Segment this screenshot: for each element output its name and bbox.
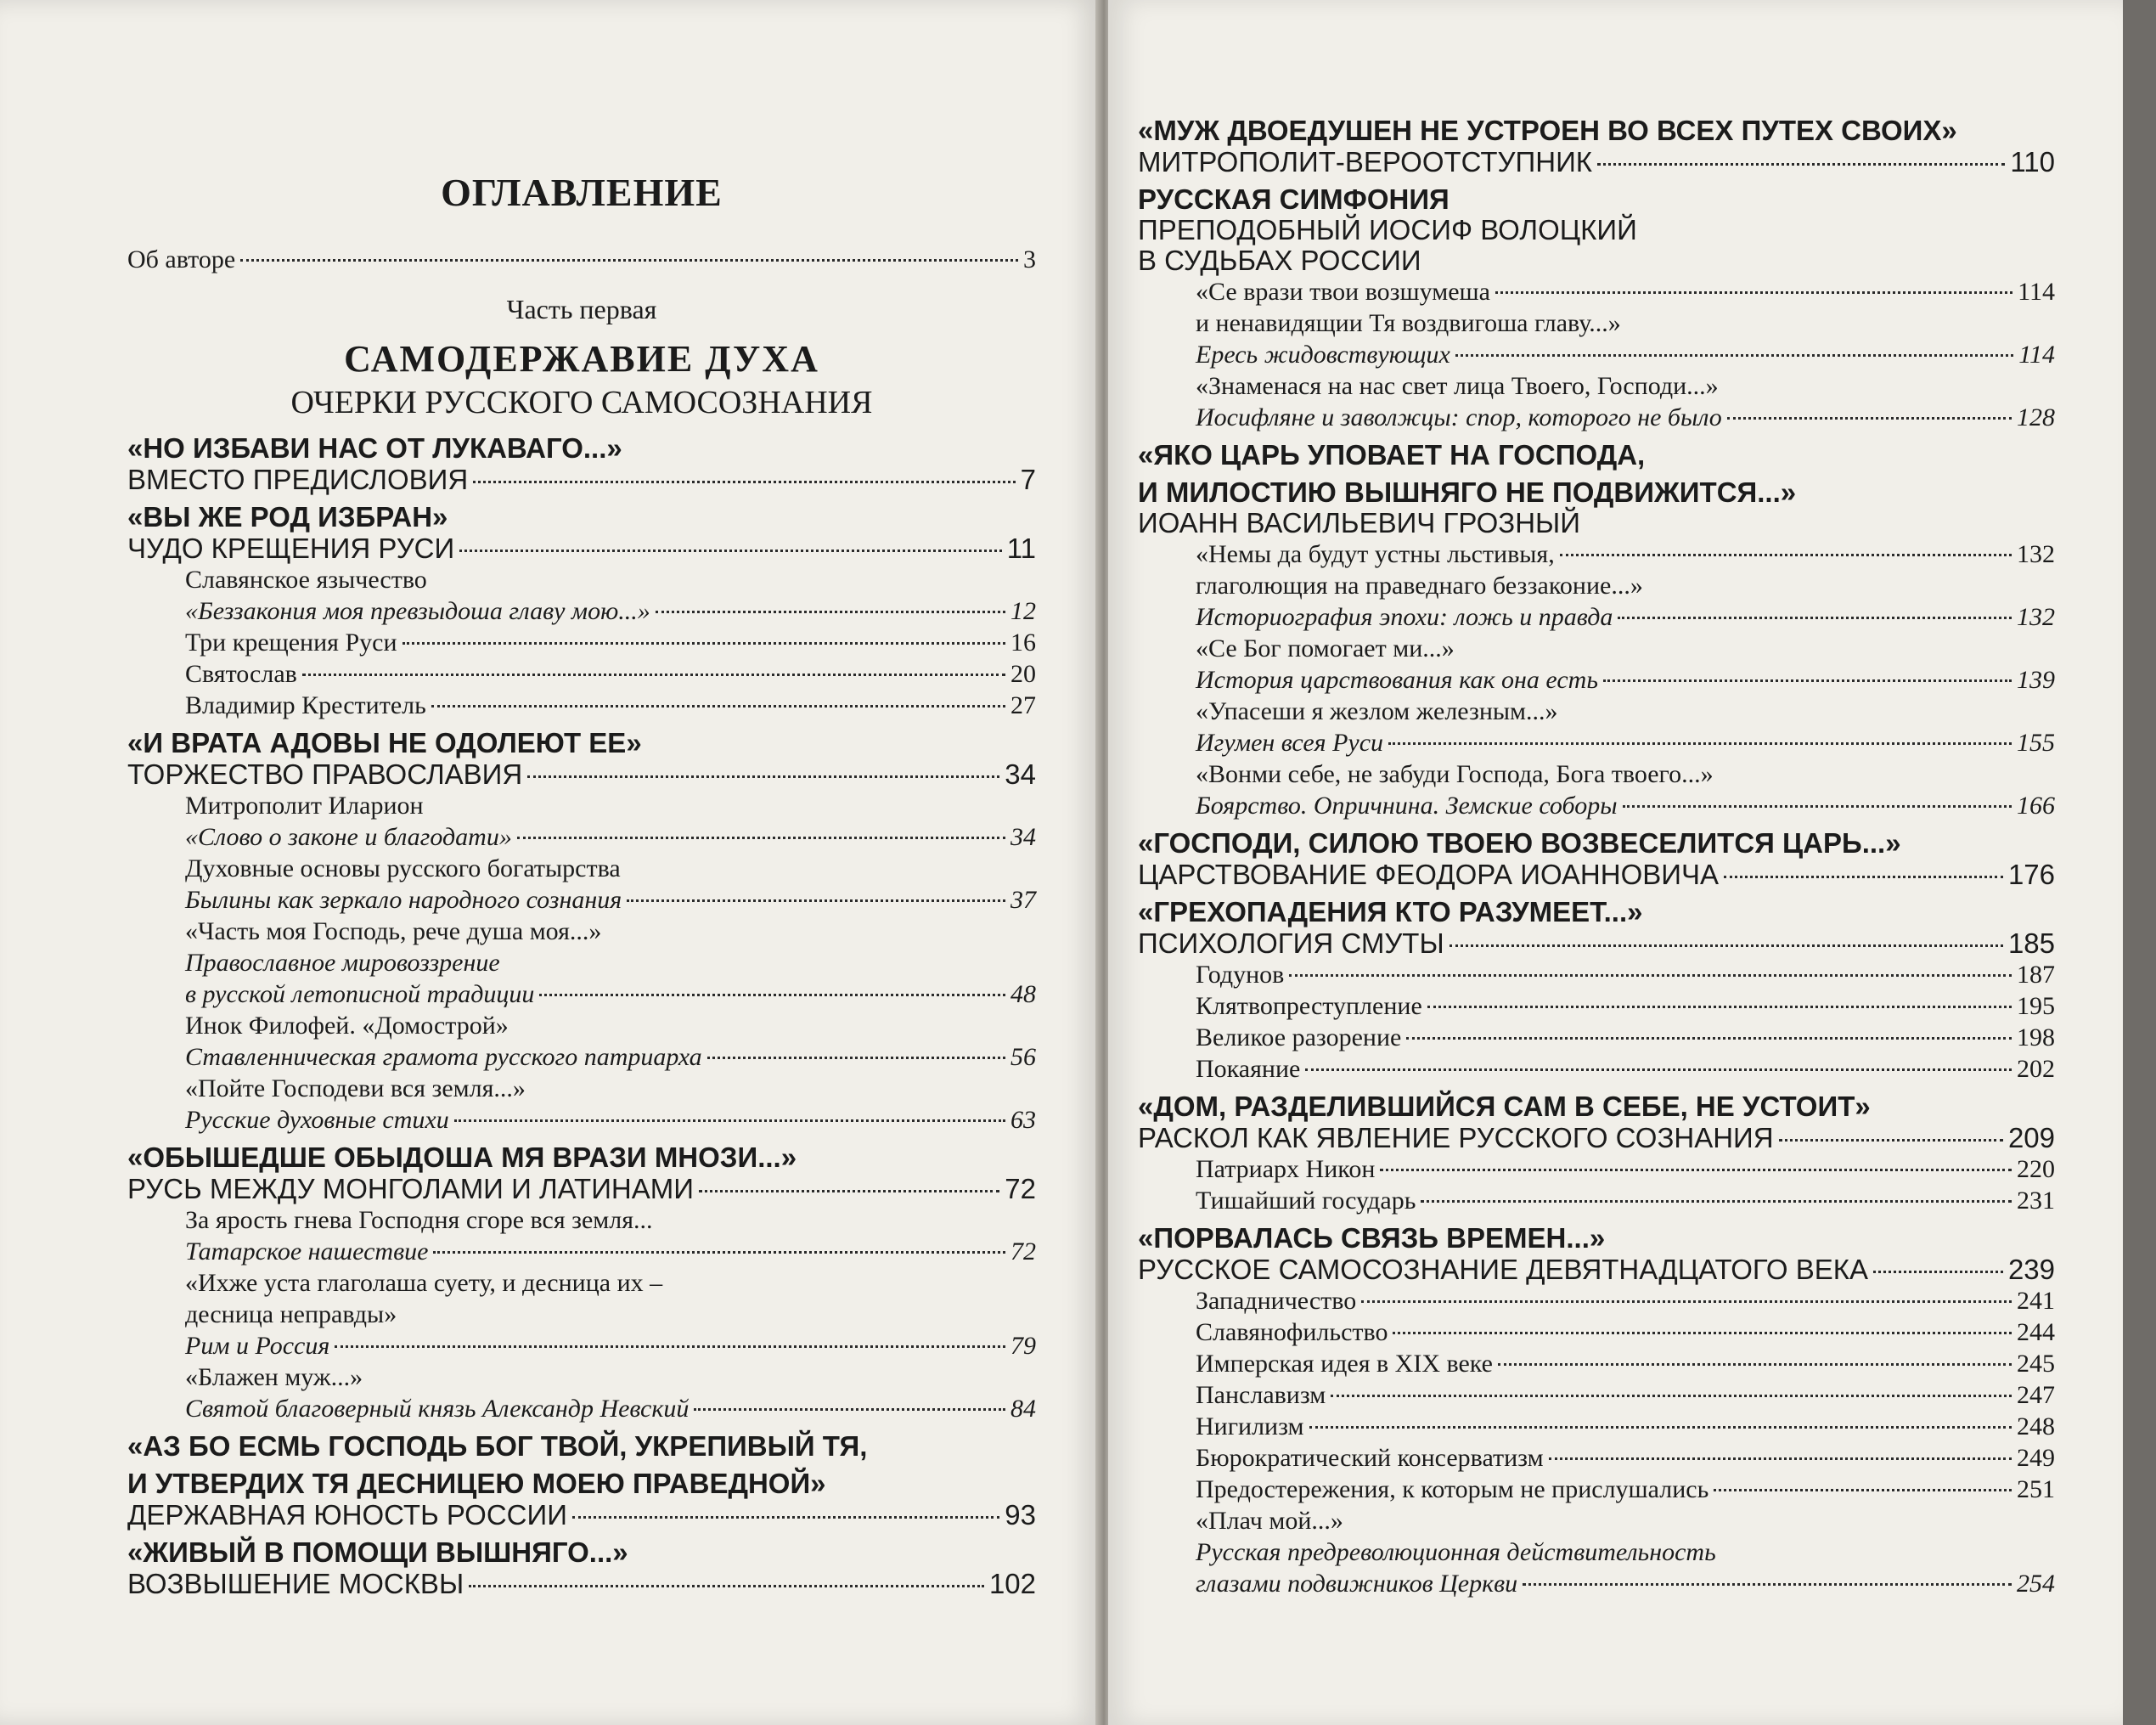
toc-subtitle-line: За ярость гнева Господня сгоре вся земля... — [185, 1206, 653, 1234]
entry-text: Тишайший государь — [1196, 1187, 1416, 1215]
leader-dots — [1309, 1426, 2012, 1429]
leader-dots — [517, 837, 1005, 839]
toc-subtitle-line: глаголющия на праведнаго беззаконие...» — [1196, 572, 1643, 600]
leader-dots — [1331, 1395, 2012, 1397]
entry-page: 114 — [2018, 278, 2055, 306]
background-edge — [2123, 0, 2156, 1725]
entry-page: 3 — [1023, 245, 1036, 273]
toc-heading: «МУЖ ДВОЕДУШЕН НЕ УСТРОЕН ВО ВСЕХ ПУТЕХ СВОИХ» — [1138, 115, 1957, 146]
entry-page: 185 — [2007, 927, 2055, 959]
leader-dots — [1361, 1300, 2012, 1303]
entry-page: 251 — [2017, 1475, 2055, 1503]
toc-section-entry — [1138, 1122, 2055, 1153]
toc-entry — [1138, 1442, 2055, 1474]
toc-heading: «И ВРАТА АДОВЫ НЕ ОДОЛЕЮТ ЕЕ» — [127, 727, 642, 758]
leader-dots — [1549, 1457, 2012, 1460]
leader-dots — [1873, 1271, 2003, 1273]
leader-dots — [1727, 417, 2012, 420]
toc-entry — [1138, 1411, 2055, 1442]
entry-text: Панславизм — [1196, 1381, 1326, 1409]
entry-page: 48 — [1010, 980, 1036, 1008]
toc-subtitle-line: Православное мировоззрение — [185, 949, 500, 977]
toc-entry — [1138, 1053, 2055, 1085]
toc-section-title: В СУДЬБАХ РОССИИ — [1138, 245, 1421, 276]
entry-text: Предостережения, к которым не прислушались — [1196, 1475, 1709, 1503]
entry-page: 198 — [2017, 1023, 2055, 1051]
toc-subtitle-line: Русская предреволюционная действительность — [1196, 1538, 1716, 1566]
entry-page: 248 — [2017, 1412, 2055, 1440]
toc-entry — [127, 884, 1036, 916]
toc-entry — [1138, 276, 2055, 307]
toc-entry — [1138, 538, 2055, 570]
entry-text: Былины как зеркало народного сознания — [185, 886, 622, 914]
leader-dots — [1421, 1200, 2012, 1203]
entry-text: Боярство. Опричнина. Земские соборы — [1196, 792, 1618, 820]
leader-dots — [1455, 354, 2013, 357]
leader-dots — [1618, 617, 2012, 619]
toc-entry — [1138, 1348, 2055, 1379]
leader-dots — [1603, 679, 2012, 682]
toc-entry — [127, 978, 1036, 1010]
entry-page: 114 — [2018, 341, 2055, 369]
entry-page: 187 — [2017, 961, 2055, 989]
toc-subtitle-line: «Часть моя Господь, рече душа моя...» — [185, 917, 602, 945]
entry-page: 202 — [2017, 1055, 2055, 1083]
entry-page: 132 — [2017, 603, 2055, 631]
leader-dots — [1380, 1169, 2012, 1171]
entry-page: 139 — [2017, 666, 2055, 694]
entry-text: Ставленническая грамота русского патриарха — [185, 1043, 702, 1071]
entry-text: «Слово о законе и благодати» — [185, 823, 512, 851]
leader-dots — [627, 899, 1005, 902]
entry-text: История царствования как она есть — [1196, 666, 1598, 694]
toc-heading: «ГОСПОДИ, СИЛОЮ ТВОЕЮ ВОЗВЕСЕЛИТСЯ ЦАРЬ...» — [1138, 827, 1901, 859]
toc-heading: «ЖИВЫЙ В ПОМОЩИ ВЫШНЯГО...» — [127, 1536, 628, 1568]
entry-text: Клятвопреступление — [1196, 992, 1422, 1020]
entry-page: 166 — [2017, 792, 2055, 820]
toc-section-entry — [1138, 927, 2055, 959]
toc-heading: «НО ИЗБАВИ НАС ОТ ЛУКАВАГО...» — [127, 432, 622, 464]
toc-section-entry — [127, 758, 1036, 790]
entry-text: ПСИХОЛОГИЯ СМУТЫ — [1138, 927, 1444, 959]
toc-entry — [1138, 339, 2055, 370]
leader-dots — [1623, 805, 2012, 808]
entry-page: 247 — [2017, 1381, 2055, 1409]
toc-entry — [1138, 790, 2055, 821]
toc-entry — [1138, 1379, 2055, 1411]
entry-page: 34 — [1010, 823, 1036, 851]
toc-subtitle-line: «Знаменася на нас свет лица Твоего, Господи...» — [1196, 372, 1719, 400]
entry-text: Татарское нашествие — [185, 1237, 429, 1266]
leader-dots — [1523, 1583, 2012, 1586]
entry-text: Годунов — [1196, 961, 1285, 989]
entry-page: 79 — [1010, 1332, 1036, 1360]
entry-page: 56 — [1010, 1043, 1036, 1071]
entry-text: Патриарх Никон — [1196, 1155, 1376, 1183]
entry-text: Историография эпохи: ложь и правда — [1196, 603, 1613, 631]
entry-page: 128 — [2017, 403, 2055, 431]
toc-section-entry — [127, 1568, 1036, 1599]
toc-entry — [1138, 1568, 2055, 1599]
leader-dots — [1560, 554, 2012, 556]
entry-page: 7 — [1020, 464, 1036, 495]
entry-text: Игумен всея Руси — [1196, 729, 1384, 757]
entry-text: ЦАРСТВОВАНИЕ ФЕОДОРА ИОАННОВИЧА — [1138, 859, 1719, 890]
leader-dots — [1305, 1068, 2012, 1071]
entry-page: 93 — [1005, 1499, 1036, 1531]
leader-dots — [572, 1516, 999, 1519]
toc-subtitle-line: Славянское язычество — [185, 566, 427, 594]
entry-text: Об авторе — [127, 245, 236, 273]
entry-page: 220 — [2017, 1155, 2055, 1183]
toc-section-entry — [127, 1173, 1036, 1204]
right-toc-column — [1138, 109, 2055, 1599]
toc-section-entry — [1138, 1254, 2055, 1285]
entry-page: 102 — [988, 1568, 1036, 1599]
entry-text: «Немы да будут устны льстивыя, — [1196, 540, 1555, 568]
leader-dots — [1427, 1006, 2012, 1008]
entry-page: 231 — [2017, 1187, 2055, 1215]
leader-dots — [402, 642, 1005, 645]
entry-text: ДЕРЖАВНАЯ ЮНОСТЬ РОССИИ — [127, 1499, 567, 1531]
entry-page: 16 — [1010, 629, 1036, 657]
toc-heading: «ЯКО ЦАРЬ УПОВАЕТ НА ГОСПОДА, — [1138, 439, 1646, 471]
leader-dots — [1498, 1363, 2012, 1366]
toc-entry — [1138, 1153, 2055, 1185]
entry-text: Ересь жидовствующих — [1196, 341, 1450, 369]
leader-dots — [1597, 163, 2005, 166]
right-toc-list — [1138, 116, 2055, 1599]
toc-section-entry — [127, 464, 1036, 495]
entry-text: Нигилизм — [1196, 1412, 1304, 1440]
toc-subtitle-line: «Пойте Господеви вся земля...» — [185, 1074, 526, 1102]
entry-text: Три крещения Руси — [185, 629, 397, 657]
entry-page: 254 — [2017, 1570, 2055, 1598]
toc-heading: «ПОРВАЛАСЬ СВЯЗЬ ВРЕМЕН...» — [1138, 1222, 1606, 1254]
entry-text: «Беззакония моя превзыдоша главу мою...» — [185, 597, 650, 625]
entry-page: 132 — [2017, 540, 2055, 568]
part-label: Часть первая — [506, 294, 657, 324]
toc-entry — [1138, 990, 2055, 1022]
entry-page: 241 — [2017, 1287, 2055, 1315]
entry-page: 176 — [2007, 859, 2055, 890]
entry-text: ВМЕСТО ПРЕДИСЛОВИЯ — [127, 464, 469, 495]
leader-dots — [431, 705, 1005, 707]
toc-entry — [127, 1393, 1036, 1424]
leader-dots — [1450, 944, 2003, 947]
left-toc-column — [127, 161, 1036, 1599]
leader-dots — [433, 1251, 1005, 1254]
toc-title: ОГЛАВЛЕНИЕ — [441, 171, 723, 214]
toc-section-entry — [1138, 859, 2055, 890]
entry-page: 72 — [1010, 1237, 1036, 1266]
entry-text: глазами подвижников Церкви — [1196, 1570, 1518, 1598]
entry-text: Владимир Креститель — [185, 691, 426, 719]
toc-entry-about — [127, 244, 1036, 275]
entry-text: Святослав — [185, 660, 297, 688]
entry-page: 155 — [2017, 729, 2055, 757]
entry-page: 245 — [2017, 1350, 2055, 1378]
leader-dots — [1393, 1332, 2012, 1334]
toc-entry — [127, 627, 1036, 658]
leader-dots — [473, 481, 1015, 483]
toc-entry — [127, 1236, 1036, 1267]
part-title: САМОДЕРЖАВИЕ ДУХА — [344, 338, 819, 380]
toc-entry — [127, 821, 1036, 853]
leader-dots — [694, 1408, 1005, 1411]
entry-text: в русской летописной традиции — [185, 980, 535, 1008]
leader-dots — [1406, 1037, 2012, 1040]
entry-text: Великое разорение — [1196, 1023, 1402, 1051]
right-page — [1108, 0, 2123, 1725]
entry-page: 110 — [2010, 146, 2055, 178]
toc-section-title: ИОАНН ВАСИЛЬЕВИЧ ГРОЗНЫЙ — [1138, 507, 1580, 538]
toc-entry — [127, 1104, 1036, 1136]
toc-entry — [1138, 1316, 2055, 1348]
leader-dots — [1724, 876, 2003, 878]
entry-page: 34 — [1005, 758, 1036, 790]
leader-dots — [656, 611, 1005, 613]
entry-text: Рим и Россия — [185, 1332, 330, 1360]
toc-heading: РУССКАЯ СИМФОНИЯ — [1138, 183, 1450, 215]
toc-heading: «ОБЫШЕДШЕ ОБЫДОША МЯ ВРАЗИ МНОЗИ...» — [127, 1142, 797, 1173]
entry-page: 209 — [2007, 1122, 2055, 1153]
entry-text: Покаяние — [1196, 1055, 1301, 1083]
entry-text: Бюрократический консерватизм — [1196, 1444, 1544, 1472]
entry-page: 239 — [2007, 1254, 2055, 1285]
leader-dots — [454, 1119, 1005, 1122]
toc-entry — [1138, 1285, 2055, 1316]
leader-dots — [335, 1345, 1005, 1348]
entry-text: Западничество — [1196, 1287, 1357, 1315]
toc-subtitle-line: «Вонми себе, не забуди Господа, Бога твоего...» — [1196, 760, 1714, 788]
toc-subtitle-line: «Се Бог помогает ми...» — [1196, 634, 1455, 662]
leader-dots — [1714, 1489, 2012, 1491]
part-subtitle: ОЧЕРКИ РУССКОГО САМОСОЗНАНИЯ — [290, 385, 873, 420]
leader-dots — [539, 994, 1005, 996]
toc-subtitle-line: «Ихже уста глаголаша суету, и десница их – — [185, 1269, 663, 1297]
toc-section-entry — [127, 1499, 1036, 1531]
toc-subtitle-line: «Блажен муж...» — [185, 1363, 363, 1391]
toc-entry — [127, 658, 1036, 690]
toc-entry — [1138, 727, 2055, 758]
toc-entry — [1138, 402, 2055, 433]
leader-dots — [707, 1057, 1005, 1059]
toc-heading: «ГРЕХОПАДЕНИЯ КТО РАЗУМЕЕТ...» — [1138, 896, 1643, 927]
toc-entry — [127, 595, 1036, 627]
toc-entry — [1138, 1022, 2055, 1053]
toc-subtitle-line: Инок Филофей. «Домострой» — [185, 1012, 509, 1040]
entry-page: 195 — [2017, 992, 2055, 1020]
leader-dots — [1495, 291, 2012, 294]
toc-subtitle-line: Митрополит Иларион — [185, 792, 424, 820]
entry-text: Святой благоверный князь Александр Невский — [185, 1395, 690, 1423]
toc-section-title: ПРЕПОДОБНЫЙ ИОСИФ ВОЛОЦКИЙ — [1138, 214, 1637, 245]
leader-dots — [302, 674, 1005, 676]
toc-section-entry — [1138, 146, 2055, 178]
toc-subtitle-line: десница неправды» — [185, 1300, 397, 1328]
leader-dots — [469, 1585, 984, 1587]
entry-page: 20 — [1010, 660, 1036, 688]
toc-heading: «ДОМ, РАЗДЕЛИВШИЙСЯ САМ В СЕБЕ, НЕ УСТОИТ» — [1138, 1091, 1871, 1122]
toc-entry — [127, 1041, 1036, 1073]
entry-text: МИТРОПОЛИТ-ВЕРООТСТУПНИК — [1138, 146, 1593, 178]
entry-text: РУСЬ МЕЖДУ МОНГОЛАМИ И ЛАТИНАМИ — [127, 1173, 694, 1204]
leader-dots — [1289, 974, 2012, 977]
entry-text: Славянофильство — [1196, 1318, 1388, 1346]
entry-page: 11 — [1006, 533, 1036, 564]
toc-subtitle-line: «Плач мой...» — [1196, 1507, 1343, 1535]
toc-entry — [1138, 1185, 2055, 1216]
toc-heading: И УТВЕРДИХ ТЯ ДЕСНИЦЕЮ МОЕЮ ПРАВЕДНОЙ» — [127, 1468, 826, 1499]
toc-subtitle-line: и ненавидящии Тя воздвигоша главу...» — [1196, 309, 1621, 337]
toc-subtitle-line: Духовные основы русского богатырства — [185, 854, 621, 882]
left-toc-list — [127, 433, 1036, 1599]
entry-text: Русские духовные стихи — [185, 1106, 449, 1134]
leader-dots — [1779, 1139, 2003, 1142]
entry-page: 72 — [1005, 1173, 1036, 1204]
leader-dots — [699, 1190, 999, 1192]
entry-text: Имперская идея в XIX веке — [1196, 1350, 1493, 1378]
leader-dots — [527, 775, 999, 778]
toc-entry — [127, 1330, 1036, 1361]
toc-entry — [1138, 959, 2055, 990]
leader-dots — [459, 550, 1002, 552]
toc-subtitle-line: «Упасеши я жезлом железным...» — [1196, 697, 1558, 725]
toc-heading: «АЗ БО ЕСМЬ ГОСПОДЬ БОГ ТВОЙ, УКРЕПИВЫЙ ТЯ, — [127, 1430, 868, 1462]
entry-text: ВОЗВЫШЕНИЕ МОСКВЫ — [127, 1568, 464, 1599]
toc-entry — [1138, 601, 2055, 633]
entry-page: 63 — [1010, 1106, 1036, 1134]
leader-dots — [1388, 742, 2012, 745]
entry-page: 244 — [2017, 1318, 2055, 1346]
entry-text: Иосифляне и заволжцы: спор, которого не было — [1196, 403, 1722, 431]
toc-heading: И МИЛОСТИЮ ВЫШНЯГО НЕ ПОДВИЖИТСЯ...» — [1138, 476, 1797, 508]
toc-heading: «ВЫ ЖЕ РОД ИЗБРАН» — [127, 501, 448, 533]
entry-page: 37 — [1010, 886, 1036, 914]
entry-page: 84 — [1010, 1395, 1036, 1423]
toc-section-entry — [127, 533, 1036, 564]
toc-entry — [127, 690, 1036, 721]
entry-text: ЧУДО КРЕЩЕНИЯ РУСИ — [127, 533, 455, 564]
entry-page: 12 — [1010, 597, 1036, 625]
toc-entry — [1138, 664, 2055, 696]
entry-text: РУССКОЕ САМОСОЗНАНИЕ ДЕВЯТНАДЦАТОГО ВЕКА — [1138, 1254, 1869, 1285]
entry-text: ТОРЖЕСТВО ПРАВОСЛАВИЯ — [127, 758, 523, 790]
entry-page: 249 — [2017, 1444, 2055, 1472]
entry-text: «Се врази твои возшумеша — [1196, 278, 1490, 306]
leader-dots — [240, 259, 1018, 262]
entry-text: РАСКОЛ КАК ЯВЛЕНИЕ РУССКОГО СОЗНАНИЯ — [1138, 1122, 1774, 1153]
toc-entry — [1138, 1474, 2055, 1505]
entry-page: 27 — [1010, 691, 1036, 719]
